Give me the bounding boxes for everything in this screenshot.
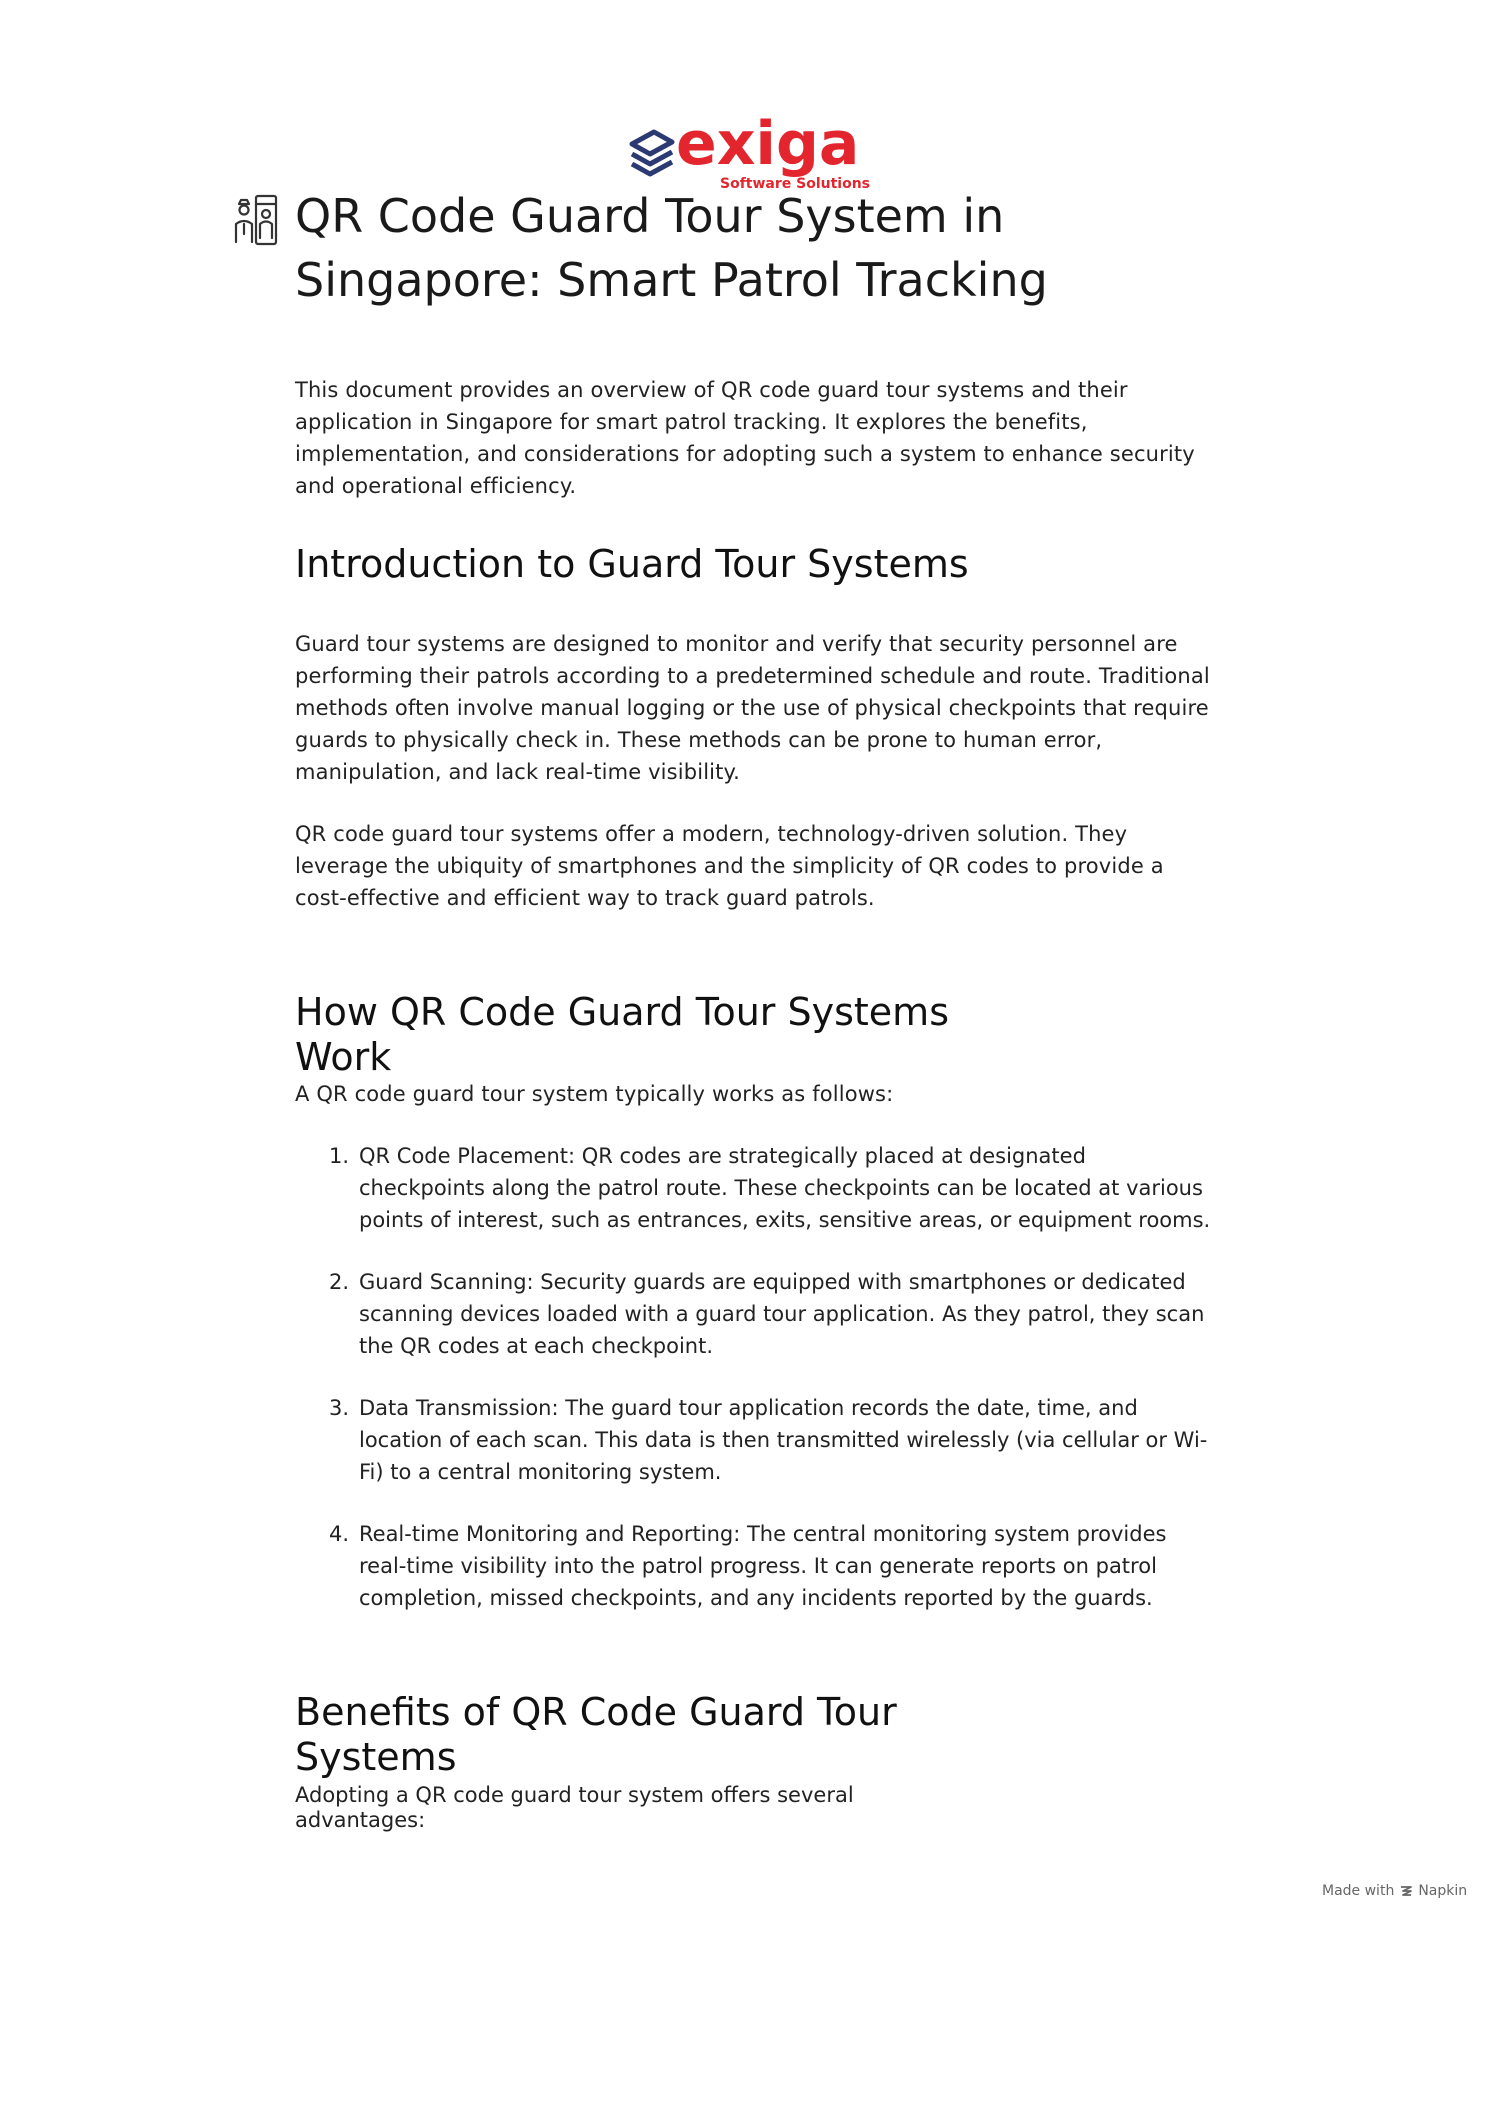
- made-with-label: Made with: [1322, 1883, 1395, 1899]
- section-heading-introduction: Introduction to Guard Tour Systems: [295, 542, 969, 586]
- section-heading-benefits: Benefits of QR Code Guard Tour Systems: [295, 1690, 897, 1779]
- list-item-number: 3.: [329, 1396, 350, 1420]
- made-with-napkin-badge: [1322, 1883, 1467, 1899]
- napkin-logo-icon: [1399, 1884, 1413, 1898]
- list-item: [295, 1140, 1215, 1236]
- introduction-paragraph-1: Guard tour systems are designed to monitor and verify that security personnel are performing their patrols according to a predetermined schedule and route. Traditional methods often involve manual logging or the use of physical checkpoints that require guards to physically check in. These methods can be prone to human error, manipulation, and lack real-time visibility.: [295, 632, 1210, 784]
- exiga-tagline: Software Solutions: [720, 176, 871, 192]
- document-title: QR Code Guard Tour System in Singapore: Smart Patrol Tracking: [295, 189, 1048, 307]
- exiga-logo: [628, 100, 878, 196]
- introduction-paragraph-2: QR code guard tour systems offer a modern, technology-driven solution. They leverage the ubiquity of smartphones and the simplicity of QR codes to provide a cost-effective and efficient way to track guard patrols.: [295, 822, 1164, 910]
- list-item: [295, 1392, 1215, 1488]
- list-item-text: Guard Scanning: Security guards are equipped with smartphones or dedicated scanning devices loaded with a guard tour application. As they patrol, they scan the QR codes at each checkpoint.: [359, 1270, 1205, 1358]
- exiga-logo-graphic: [628, 100, 878, 196]
- list-item-text: Real-time Monitoring and Reporting: The central monitoring system provides real-time visibility into the patrol progress. It can generate reports on patrol completion, missed checkpoints, and any incidents reported by the guards.: [359, 1522, 1167, 1610]
- intro-paragraph: This document provides an overview of QR code guard tour systems and their application in Singapore for smart patrol tracking. It explores the benefits, implementation, and considerations for adopting such a system to enhance security and operational efficiency.: [295, 378, 1195, 498]
- list-item-number: 1.: [329, 1144, 350, 1168]
- benefits-intro: Adopting a QR code guard tour system offers several advantages:: [295, 1783, 854, 1832]
- exiga-brand-text: exiga: [676, 109, 860, 179]
- list-item: [295, 1266, 1215, 1362]
- list-item-number: 4.: [329, 1522, 350, 1546]
- security-guard-icon: [232, 194, 280, 246]
- steps-list: [295, 1140, 1215, 1644]
- list-item-number: 2.: [329, 1270, 350, 1294]
- list-item-text: QR Code Placement: QR codes are strategically placed at designated checkpoints along the patrol route. These checkpoints can be located at various points of interest, such as entrances, exits, sensitive areas, or equipment rooms.: [359, 1144, 1211, 1232]
- list-item: [295, 1518, 1215, 1614]
- napkin-brand-label: Napkin: [1418, 1883, 1468, 1899]
- section-heading-how-it-works: How QR Code Guard Tour Systems Work: [295, 990, 949, 1079]
- how-it-works-intro: A QR code guard tour system typically works as follows:: [295, 1082, 894, 1106]
- list-item-text: Data Transmission: The guard tour application records the date, time, and location of each scan. This data is then transmitted wirelessly (via cellular or Wi-Fi) to a central monitoring system.: [359, 1396, 1208, 1484]
